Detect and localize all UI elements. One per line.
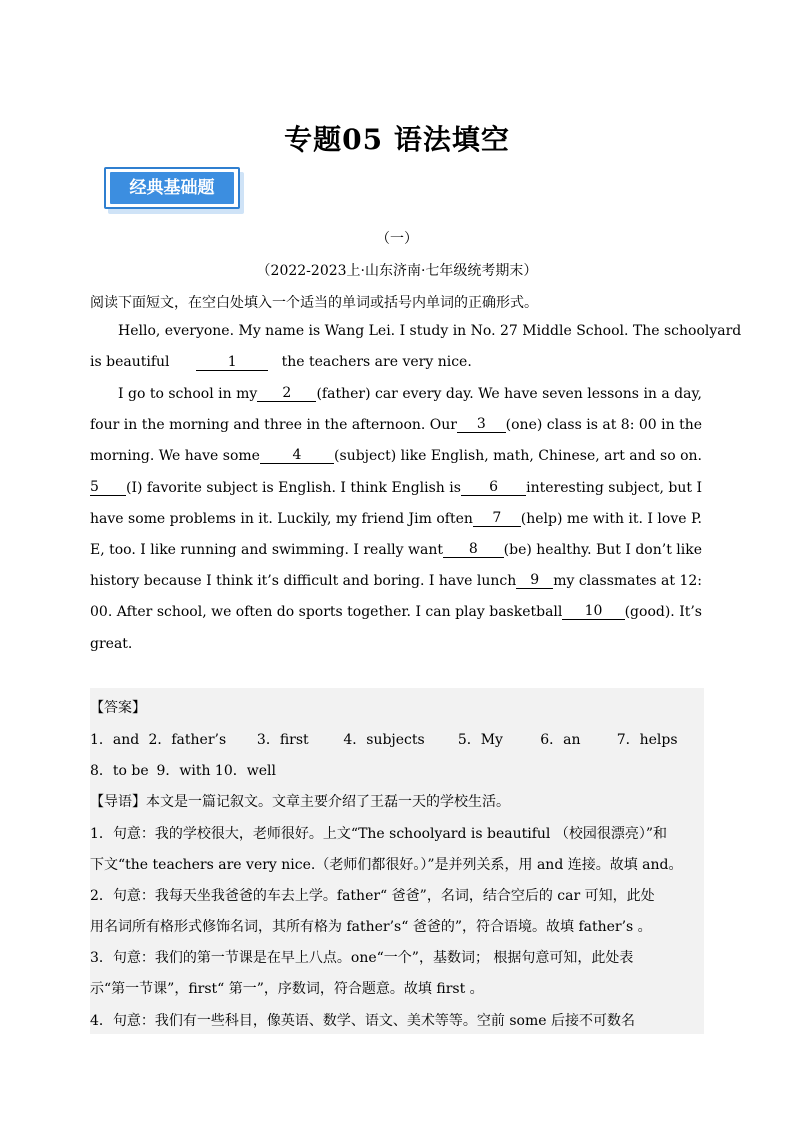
answer-item: 9．with xyxy=(156,763,211,779)
badge-label: 经典基础题 xyxy=(129,178,215,198)
passage-line-7: have some problems in it. Luckily, my friend Jim often 7 (help) me with it. I love P. xyxy=(90,510,702,527)
instruction: 阅读下面短文，在空白处填入一个适当的单词或括号内单词的正确形式。 xyxy=(90,295,538,311)
answer-item: 5．My xyxy=(457,732,503,748)
explanation-line: 3．句意：我们的第一节课是在早上八点。one“一个”，基数词； 根据句意可知，此处表 xyxy=(90,950,634,966)
blank-9: 9 xyxy=(516,573,553,589)
explanation-line: 用名词所有格形式修饰名词，其所有格为 father’s“ 爸爸的”，符合语境。故填 father’s 。 xyxy=(90,919,652,935)
answer-item: 10．well xyxy=(214,763,276,779)
blank-6: 6 xyxy=(461,480,526,496)
passage-line-3: I go to school in my 2 (father) car every day. We have seven lessons in a day, xyxy=(118,385,702,402)
passage-line-6: 5 (I) favorite subject is English. I think English is 6 interesting subject, but I xyxy=(90,479,702,496)
blank-4: 4 xyxy=(260,448,334,464)
blank-3: 3 xyxy=(457,417,506,433)
passage-line-10: 00. After school, we often do sports together. I can play basketball 10 (good). It’s xyxy=(90,603,702,620)
answer-item: 2．father’s xyxy=(148,732,227,748)
question-source: （2022-2023上·山东济南·七年级统考期末） xyxy=(256,263,538,279)
passage-line-5: morning. We have some 4 (subject) like English, math, Chinese, art and so on. xyxy=(90,447,702,464)
answer-list-row-1 xyxy=(90,729,702,749)
blank-2: 2 xyxy=(257,386,316,402)
answer-list-row-2 xyxy=(90,760,276,780)
blank-1: 1 xyxy=(196,355,268,371)
explanation-line: 4．句意：我们有一些科目，像英语、数学、语文、美术等等。空前 some 后接不可数名 xyxy=(90,1013,635,1029)
passage-line-8: E, too. I like running and swimming. I really want 8 (be) healthy. But I don’t like xyxy=(90,541,702,558)
passage-line-4: four in the morning and three in the afternoon. Our 3 (one) class is at 8: 00 in the xyxy=(90,416,702,433)
section-badge xyxy=(104,167,242,211)
passage-line-1: Hello, everyone. My name is Wang Lei. I study in No. 27 Middle School. The schoolyard xyxy=(118,323,742,339)
passage-line-2: is beautiful 1 the teachers are very nice. xyxy=(90,354,472,370)
answer-item: 8．to be xyxy=(90,763,149,779)
section-number: （一） xyxy=(376,231,418,247)
explanation-line: 下文“the teachers are very nice.（老师们都很好。）”是并列关系，用 and 连接。故填 and。 xyxy=(90,857,683,873)
explanation-line: 示“第一节课”，first“ 第一”，序数词，符合题意。故填 first 。 xyxy=(90,981,484,997)
page-title: 专题05 语法填空 xyxy=(284,123,510,156)
passage-line-9: history because I think it’s difficult and boring. I have lunch 9 my classmates at 12: xyxy=(90,572,702,589)
blank-10: 10 xyxy=(562,604,624,620)
blank-5: 5 xyxy=(90,480,126,496)
answer-item: 6．an xyxy=(540,732,581,748)
answer-item: 7．helps xyxy=(616,732,678,748)
answer-item: 1．and xyxy=(90,732,140,748)
explanation-line: 2．句意：我每天坐我爸爸的车去上学。father“ 爸爸”，名词，结合空后的 car 可知，此处 xyxy=(90,888,655,904)
blank-8: 8 xyxy=(443,542,504,558)
passage-line-11: great. xyxy=(90,636,133,652)
blank-7: 7 xyxy=(473,511,521,527)
answer-item: 4．subjects xyxy=(343,732,425,748)
answer-heading: 【答案】 xyxy=(90,700,146,716)
guide-intro: 【导语】本文是一篇记叙文。文章主要介绍了王磊一天的学校生活。 xyxy=(90,794,510,810)
answer-item: 3．first xyxy=(256,732,309,748)
explanation-line: 1．句意：我的学校很大，老师很好。上文“The schoolyard is beautiful （校园很漂亮）”和 xyxy=(90,826,667,842)
